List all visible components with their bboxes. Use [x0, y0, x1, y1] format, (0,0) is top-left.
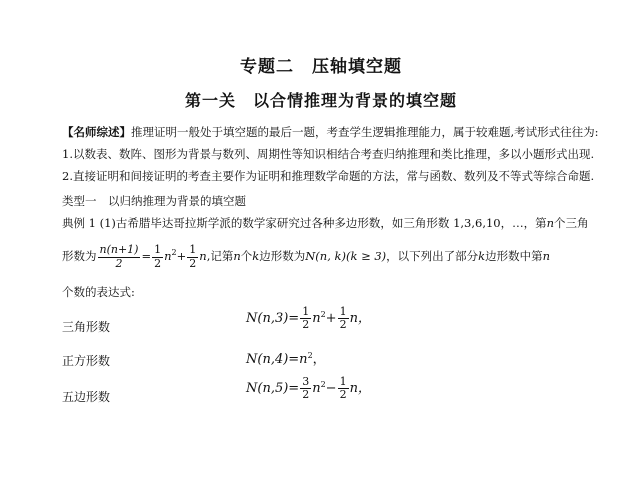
fraction-numerator: 1: [302, 305, 310, 318]
page-title: 专题二 压轴填空题: [240, 57, 402, 77]
exponent: 2: [320, 380, 326, 390]
fraction: [338, 376, 349, 401]
fraction-denominator: 2: [339, 318, 347, 332]
fraction-numerator: 3: [302, 375, 310, 388]
fraction-denominator: 2: [115, 256, 123, 270]
var-n: n: [542, 249, 551, 263]
fraction-numerator: 1: [189, 243, 197, 257]
formula-lhs: N(n,3)=: [246, 311, 300, 327]
var-n: n: [199, 249, 207, 263]
formula-pentagon: [246, 376, 371, 401]
example-line-2: [62, 238, 550, 271]
fraction: [300, 306, 311, 331]
fraction-n-n-plus-1: [98, 244, 141, 269]
exponent: 2: [320, 310, 326, 320]
fraction-denominator: 2: [302, 388, 310, 402]
intro-line-3: 2.直接证明和间接证明的考查主要作为证明和推理数学命题的方法，常与函数、数列及不等式等综合命题.: [62, 169, 595, 183]
example-line-1: [62, 215, 589, 231]
fraction-numerator: 1: [339, 375, 347, 388]
var-n: n: [164, 249, 172, 263]
fraction-denominator: 2: [339, 388, 347, 402]
plus-sign: +: [176, 249, 187, 263]
formula-tail: ，: [312, 352, 326, 367]
var-k: k: [478, 249, 486, 263]
fraction: [300, 376, 311, 401]
example-line-3: 个数的表达式:: [62, 285, 135, 299]
var-n: n: [312, 381, 321, 397]
operator: −: [325, 381, 337, 397]
exponent: 2: [307, 351, 313, 360]
exponent: 2: [171, 248, 177, 257]
operator: +: [325, 311, 337, 327]
example-text-2b: ,记第: [206, 249, 234, 263]
row-label-square: 正方形数: [62, 354, 111, 368]
formula-square: [246, 348, 326, 367]
example-text-2e: ，以下列出了部分: [386, 249, 479, 263]
fraction-numerator: 1: [154, 243, 162, 257]
fraction-numerator: 1: [339, 305, 347, 318]
row-label-pentagon: 五边形数: [62, 390, 111, 404]
example-text-2a: 形数为: [62, 249, 97, 263]
formula-tail: n，: [349, 311, 371, 327]
intro-text-1: 推理证明一般处于填空题的最后一题，考查学生逻辑推理能力，属于较难题,考试形式往往为:: [131, 125, 599, 139]
example-text-2d: 边形数为: [259, 249, 306, 263]
var-n: n: [233, 249, 241, 263]
N-expression: N(n, k)(k ≥ 3): [305, 249, 387, 263]
formula-lhs: N(n,5)=: [246, 381, 300, 397]
example-var-n: n: [546, 216, 555, 230]
formula-triangle: [246, 306, 371, 331]
fraction-denominator: 2: [189, 256, 197, 270]
fraction-half: [152, 244, 163, 269]
example-text-2c: 个: [240, 249, 253, 263]
equals-sign: =: [141, 249, 152, 263]
formula-lhs: N(n,4)=n: [246, 352, 308, 367]
intro-line-2: 1.以数表、数阵、图形为背景与数列、周期性等知识相结合考查归纳推理和类比推理，多以小题形式出现.: [62, 147, 595, 161]
example-text-1-end: 个三角: [554, 216, 589, 230]
var-n: n: [312, 311, 321, 327]
type-heading: 类型一 以归纳推理为背景的填空题: [62, 194, 246, 208]
fraction-denominator: 2: [154, 256, 162, 270]
fraction-denominator: 2: [302, 318, 310, 332]
var-k: k: [252, 249, 260, 263]
fraction-half: [187, 244, 198, 269]
formula-tail: n，: [349, 381, 371, 397]
section-title: 第一关 以合情推理为背景的填空题: [184, 91, 457, 110]
row-label-triangle: 三角形数: [62, 320, 111, 334]
fraction-numerator: n(n+1): [99, 243, 139, 257]
example-text-1: 典例 1 (1)古希腊毕达哥拉斯学派的数学家研究过各种多边形数，如三角形数 1,3,6,10，…，第: [62, 216, 547, 230]
intro-tag: 【名师综述】: [62, 125, 131, 139]
intro-line-1: [62, 124, 599, 140]
example-text-2f: 边形数中第: [485, 249, 543, 263]
fraction: [338, 306, 349, 331]
